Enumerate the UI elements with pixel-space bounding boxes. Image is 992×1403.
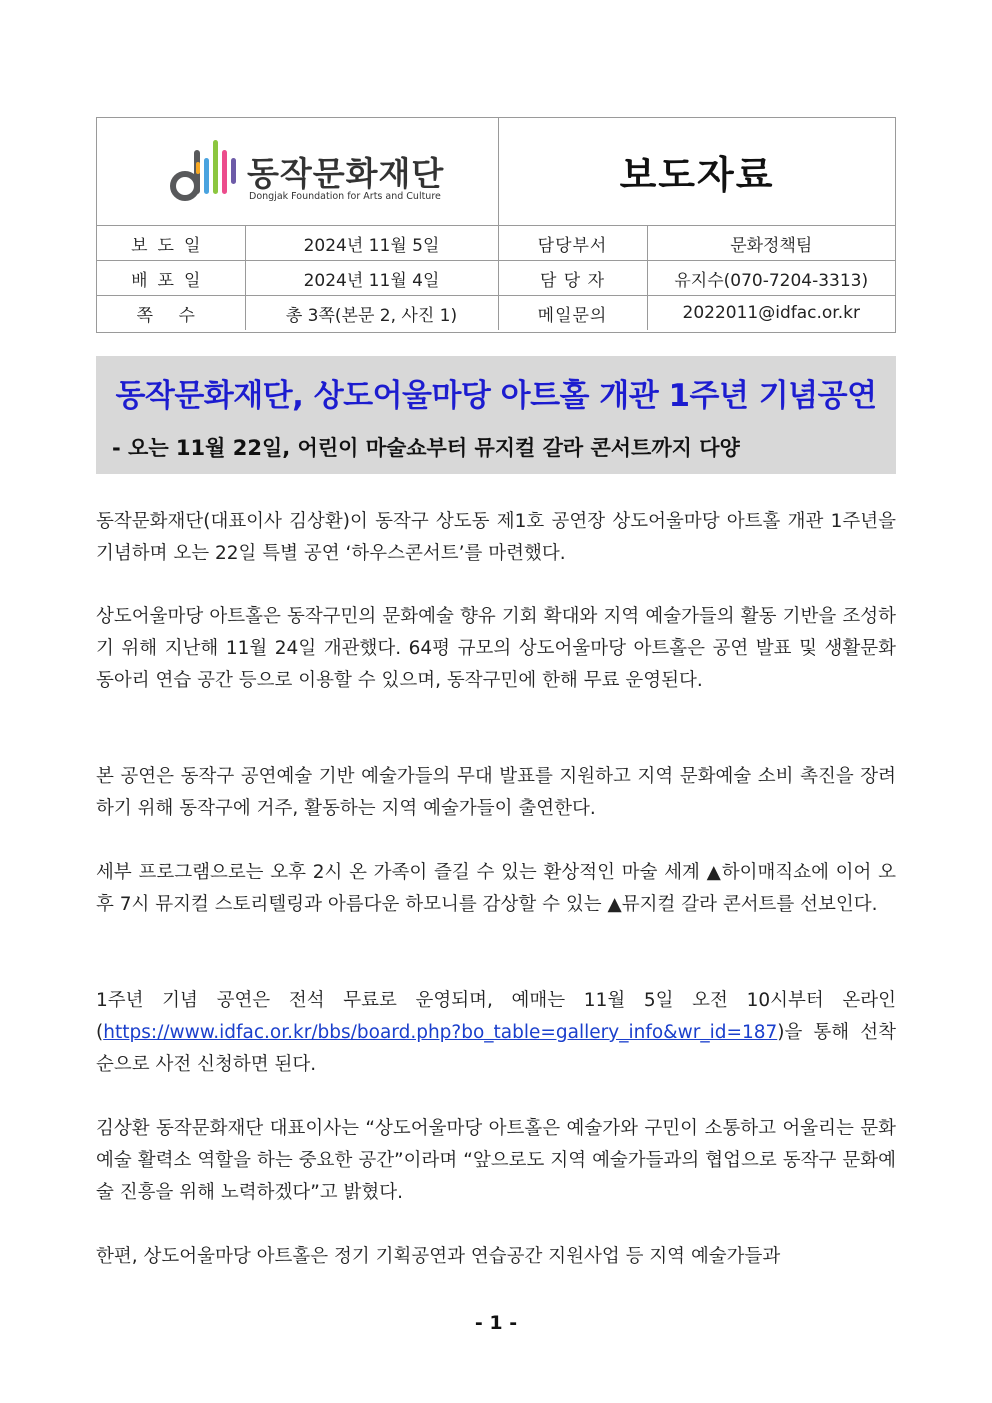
label-distribution-date: 배포일 (97, 261, 245, 296)
value-release-date: 2024년 11월 5일 (245, 226, 498, 261)
logo-name: 동작문화재단 (247, 154, 445, 193)
body-paragraph-1: 동작문화재단(대표이사 김상환)이 동작구 상도동 제1호 공연장 상도어울마당 아트홀 개관 1주년을 기념하며 오는 22일 특별 공연 ‘하우스콘서트’를 마련했다. (96, 511, 896, 564)
logo-subtitle: Dongjak Foundation for Arts and Culture (249, 191, 441, 202)
body-paragraph-2: 상도어울마당 아트홀은 동작구민의 문화예술 향유 기회 확대와 지역 예술가들의 활동 기반을 조성하기 위해 지난해 11월 24일 개관했다. 64평 규모의 상도어울마당 아트홀은 공연 발표 및 생활문화 동아리 연습 공간 등으로 이용할 수 있으며, 동작구민에 한해 무료 운영된다. (96, 606, 896, 691)
press-info-table (97, 226, 895, 330)
label-release-date: 보도일 (97, 226, 245, 261)
booking-link[interactable]: https://www.idfac.or.kr/bbs/board.php?bo_table=gallery_info&wr_id=187 (103, 1022, 778, 1043)
info-row-distribution-date (97, 261, 895, 296)
body-paragraph-3: 본 공연은 동작구 공연예술 기반 예술가들의 무대 발표를 지원하고 지역 문화예술 소비 촉진을 장려하기 위해 동작구에 거주, 활동하는 지역 예술가들이 출연한다. (96, 766, 896, 819)
body-paragraph-4: 세부 프로그램으로는 오후 2시 온 가족이 즐길 수 있는 환상적인 마술 세계 ▲하이매직쇼에 이어 오후 7시 뮤지컬 스토리텔링과 아름다운 하모니를 감상할 수 있는 ▲뮤지컬 갈라 콘서트를 선보인다. (96, 862, 896, 915)
header-top-row (97, 118, 895, 226)
value-contact-person: 유지수(070-7204-3313) (647, 261, 895, 296)
headline-subtitle: - 오는 11월 22일, 어린이 마술쇼부터 뮤지컬 갈라 콘서트까지 다양 (112, 436, 740, 460)
value-department: 문화정책팀 (647, 226, 895, 261)
label-email: 메일문의 (498, 296, 647, 331)
label-contact-person: 담 당 자 (498, 261, 647, 296)
value-page-count: 총 3쪽(본문 2, 사진 1) (245, 296, 498, 331)
value-email[interactable]: 2022011@idfac.or.kr (682, 303, 860, 323)
info-row-release-date (97, 226, 895, 261)
headline-title: 동작문화재단, 상도어울마당 아트홀 개관 1주년 기념공연 (115, 378, 877, 414)
label-page-count: 쪽 수 (97, 296, 245, 331)
foundation-logo-icon (167, 136, 239, 208)
info-row-page-count (97, 296, 895, 331)
headline-box (96, 356, 896, 474)
paragraph-5-text-after: )을 통해 선착순으로 사전 신청하면 된다. (96, 1022, 896, 1075)
body-paragraph-7: 한편, 상도어울마당 아트홀은 정기 기획공연과 연습공간 지원사업 등 지역 예술가들과 (96, 1246, 781, 1267)
page-number: - 1 - (474, 1312, 518, 1334)
paragraph-5-text-before: 1주년 기념 공연은 전석 무료로 운영되며, 예매는 11월 5일 오전 10시부터 온라인( (96, 990, 896, 1043)
press-release-header-table (96, 117, 896, 333)
body-paragraph-5 (96, 985, 896, 1081)
label-department: 담당부서 (498, 226, 647, 261)
value-distribution-date: 2024년 11월 4일 (245, 261, 498, 296)
logo-cell (97, 118, 499, 225)
body-paragraph-6: 김상환 동작문화재단 대표이사는 “상도어울마당 아트홀은 예술가와 구민이 소통하고 어울리는 문화예술 활력소 역할을 하는 중요한 공간”이라며 “앞으로도 지역 예술가들과의 협업으로 동작구 문화예술 진흥을 위해 노력하겠다”고 밝혔다. (96, 1118, 896, 1203)
doc-title: 보도자료 (619, 153, 775, 197)
